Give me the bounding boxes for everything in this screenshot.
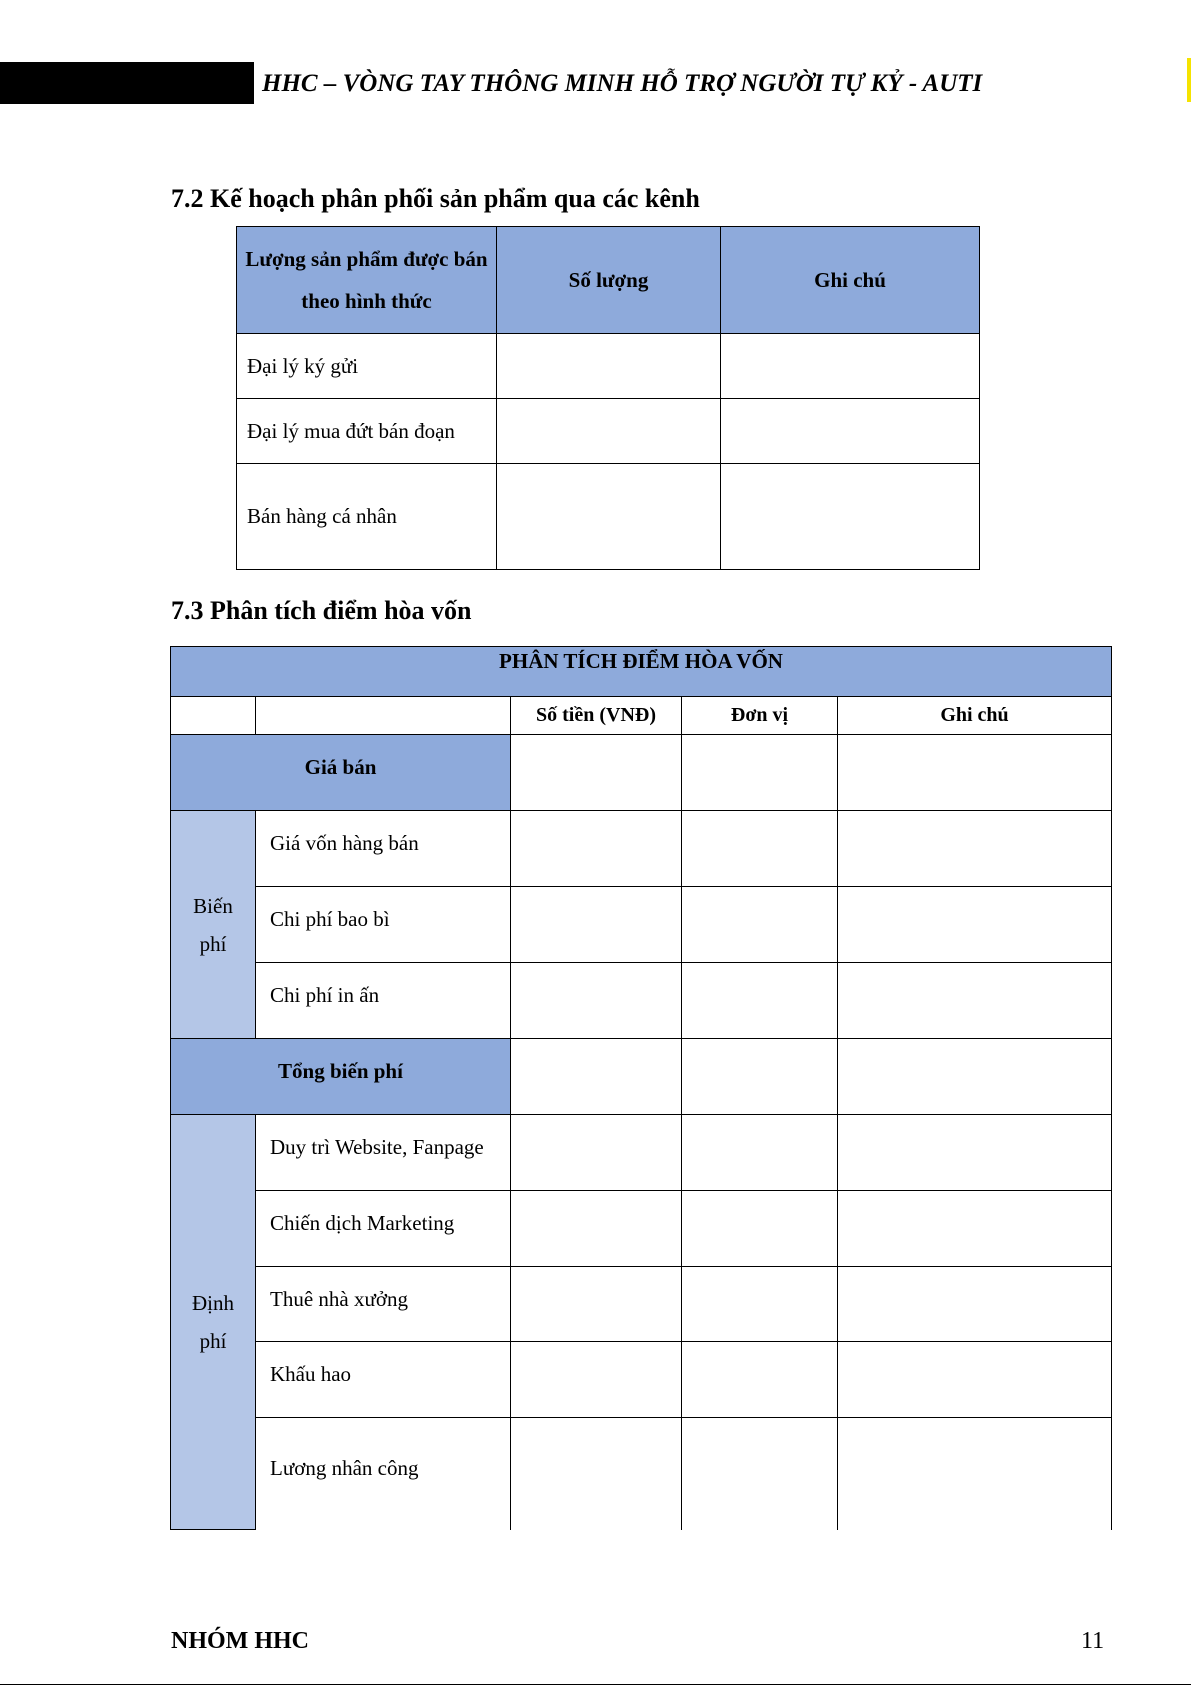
value-cell	[511, 1039, 682, 1115]
distribution-cell-note	[721, 399, 980, 464]
empty-header-cell	[171, 697, 256, 735]
footer-group-name: NHÓM HHC	[171, 1628, 309, 1654]
column-amount: Số tiền (VNĐ)	[511, 697, 682, 735]
header-black-bar	[0, 62, 254, 104]
group-dinh-phi	[171, 1115, 256, 1530]
column-note: Ghi chú	[838, 697, 1112, 735]
value-cell	[838, 1191, 1112, 1267]
cost-item-label: Chiến dịch Marketing	[256, 1191, 511, 1267]
header-accent-edge	[1187, 58, 1191, 102]
value-cell	[511, 811, 682, 887]
distribution-header-quantity: Số lượng	[497, 227, 721, 334]
value-cell	[838, 1342, 1112, 1418]
distribution-row-label: Đại lý mua đứt bán đoạn	[237, 399, 497, 464]
cost-item-label: Chi phí bao bì	[256, 887, 511, 963]
value-cell	[838, 735, 1112, 811]
distribution-cell-note	[721, 334, 980, 399]
empty-header-cell	[256, 697, 511, 735]
distribution-row-label: Bán hàng cá nhân	[237, 464, 497, 570]
value-cell	[682, 1418, 838, 1530]
distribution-cell-quantity	[497, 334, 721, 399]
value-cell	[511, 1342, 682, 1418]
header-title: HHC – VÒNG TAY THÔNG MINH HỖ TRỢ NGƯỜI TỰ KỶ - AUTI	[262, 70, 983, 97]
value-cell	[682, 1191, 838, 1267]
value-cell	[511, 963, 682, 1039]
distribution-cell-quantity	[497, 399, 721, 464]
value-cell	[682, 887, 838, 963]
value-cell	[838, 1267, 1112, 1342]
distribution-cell-note	[721, 464, 980, 570]
value-cell	[682, 1039, 838, 1115]
cost-item-label: Giá vốn hàng bán	[256, 811, 511, 887]
value-cell	[838, 887, 1112, 963]
cost-item-label: Thuê nhà xưởng	[256, 1267, 511, 1342]
value-cell	[511, 1115, 682, 1191]
section-7-3-heading: 7.3 Phân tích điểm hòa vốn	[171, 596, 472, 625]
cost-item-label: Lương nhân công	[256, 1418, 511, 1530]
value-cell	[838, 963, 1112, 1039]
value-cell	[682, 811, 838, 887]
value-cell	[838, 811, 1112, 887]
distribution-row-label: Đại lý ký gửi	[237, 334, 497, 399]
value-cell	[682, 1342, 838, 1418]
distribution-cell-quantity	[497, 464, 721, 570]
cost-item-label: Duy trì Website, Fanpage	[256, 1115, 511, 1191]
break-even-title: PHÂN TÍCH ĐIỂM HÒA VỐN	[171, 647, 1112, 697]
value-cell	[511, 1418, 682, 1530]
row-tong-bien-phi: Tổng biến phí	[171, 1039, 511, 1115]
value-cell	[682, 1267, 838, 1342]
value-cell	[511, 1191, 682, 1267]
distribution-header-note: Ghi chú	[721, 227, 980, 334]
cost-item-label: Chi phí in ấn	[256, 963, 511, 1039]
value-cell	[682, 735, 838, 811]
group-bien-phi-label: Biến phí	[193, 893, 233, 956]
section-7-2-heading: 7.2 Kế hoạch phân phối sản phẩm qua các kênh	[171, 184, 700, 213]
value-cell	[511, 735, 682, 811]
value-cell	[511, 1267, 682, 1342]
group-dinh-phi-label: Định phí	[192, 1291, 234, 1353]
group-bien-phi	[171, 811, 256, 1039]
break-even-table	[170, 646, 1112, 1530]
distribution-table	[236, 226, 980, 570]
value-cell	[838, 1039, 1112, 1115]
distribution-header-channel: Lượng sản phẩm được bán theo hình thức	[237, 227, 497, 334]
value-cell	[838, 1115, 1112, 1191]
footer-page-number: 11	[1081, 1628, 1105, 1654]
column-unit: Đơn vị	[682, 697, 838, 735]
cost-item-label: Khấu hao	[256, 1342, 511, 1418]
value-cell	[682, 963, 838, 1039]
value-cell	[511, 887, 682, 963]
row-gia-ban: Giá bán	[171, 735, 511, 811]
value-cell	[838, 1418, 1112, 1530]
value-cell	[682, 1115, 838, 1191]
